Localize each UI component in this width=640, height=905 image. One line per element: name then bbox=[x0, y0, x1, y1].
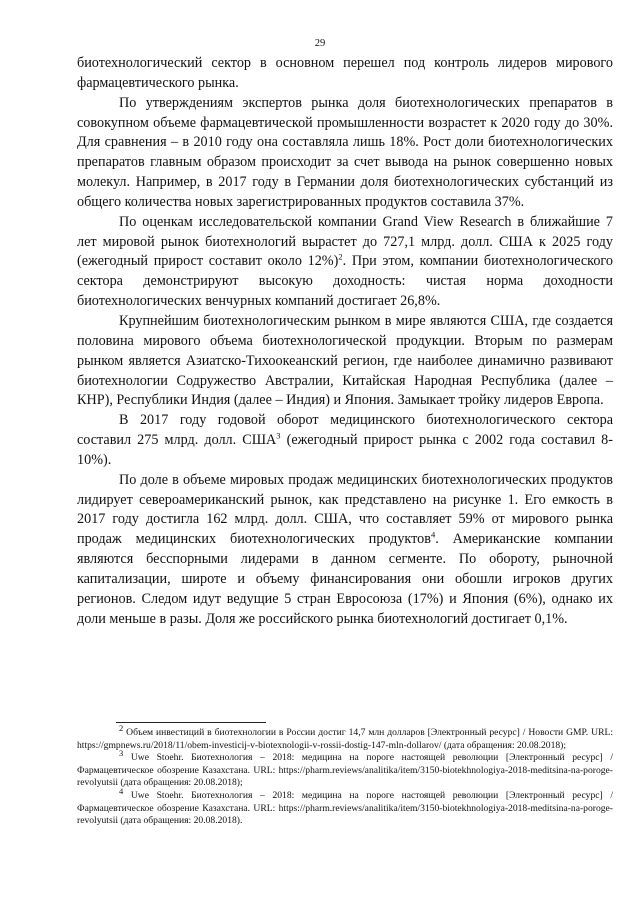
paragraph: По оценкам исследовательской компании Grand View Research в ближайшие 7 лет мировой рынок биотехнологий вырастет до 727,1 млрд. долл. США к 2025 году (ежегодный прирост составит около 12%)$^2$. При этом, компании биотехнологического сектора демонстрируют высокую доходность: чистая норма доходности биотехнологических венчурных компаний достигает 26,8%. bbox=[77, 213, 613, 310]
footnote: $^4$ Uwe Stoehr. Биотехнология – 2018: медицина на пороге настоящей революции [Электронный ресурс] / Фармацевтическое обозрение Казахстана. URL: https://pharm.reviews/analitika/item/3150-biotekhnologiya-2018-meditsina-na-poroge-revolyutsii (дата обращения: 20.08.2018). bbox=[77, 785, 613, 827]
paragraph: В 2017 году годовой оборот медицинского биотехнологического сектора составил 275 млрд. долл. США$^3$ (ежегодный прирост рынка с 2002 года составил 8-10%). bbox=[77, 412, 613, 468]
body-text bbox=[77, 54, 613, 629]
footnote: $^2$ Объем инвестиций в биотехнологии в России достиг 14,7 млн долларов [Электронный ресурс] / Новости GMP. URL: https://gmpnews.ru/2018/11/obem-investicij-v-biotexnologii-v-rossii-dostig-147-mln-dollarov/ (дата обращения: 20.08.2018); bbox=[77, 722, 613, 751]
paragraph: биотехнологический сектор в основном перешел под контроль лидеров мирового фармацевтического рынка. bbox=[77, 55, 613, 91]
footnote-reference: 2 bbox=[338, 251, 343, 262]
footnote: $^3$ Uwe Stoehr. Биотехнология – 2018: медицина на пороге настоящей революции [Электронный ресурс] / Фармацевтическое обозрение Казахстана. URL: https://pharm.reviews/analitika/item/3150-biotekhnologiya-2018-meditsina-na-poroge-revolyutsii (дата обращения: 20.08.2018); bbox=[77, 748, 613, 789]
paragraph: По доле в объеме мировых продаж медицинских биотехнологических продуктов лидирует североамериканский рынок, как представлено на рисунке 1. Его емкость в 2017 году достигла 162 млрд. долл. США, что составляет 59% от мирового рынка продаж медицинских биотехнологических продуктов$^4$. Американские компании являются бесспорными лидерами в данном сегменте. По обороту, рыночной капитализации, широте и объему финансирования они обошли игроков других регионов. Следом идут ведущие 5 стран Евросоюза (17%) и Япония (6%), однако их доли меньше в разы. Доля же российского рынка биотехнологий достигает 0,1%. bbox=[77, 471, 614, 627]
page-number: 29 bbox=[314, 38, 326, 49]
footnote-number: 3 bbox=[119, 748, 124, 758]
footnote-reference: 4 bbox=[430, 529, 436, 540]
footnote-number: 4 bbox=[119, 785, 124, 796]
paragraph: По утверждениям экспертов рынка доля биотехнологических препаратов в совокупном объеме фармацевтической промышленности возрастет к 2020 году до 30%. Для сравнения – в 2010 году она составляла лишь 18%. Рост доли биотехнологических препаратов главным образом происходит за счет вывода на рынок совершенно новых молекул. Например, в 2017 году в Германии доля биотехнологических субстанций из общего количества новых зарегистрированных продуктов составила 37%. bbox=[77, 94, 613, 210]
footnotes bbox=[77, 722, 613, 828]
footnote-separator bbox=[116, 722, 266, 723]
paragraph: Крупнейшим биотехнологическим рынком в мире являются США, где создается половина мирового объема биотехнологической продукции. Вторым по размерам рынком является Азиатско-Тихоокеанский регион, где наиболее динамично развивают биотехнологии Содружество Австралии, Китайская Народная Республика (далее – КНР), Республики Индия (далее – Индия) и Япония. Замыкает тройку лидеров Европа. bbox=[77, 312, 613, 409]
footnote-reference: 3 bbox=[276, 430, 281, 441]
footnote-number: 2 bbox=[119, 722, 124, 733]
